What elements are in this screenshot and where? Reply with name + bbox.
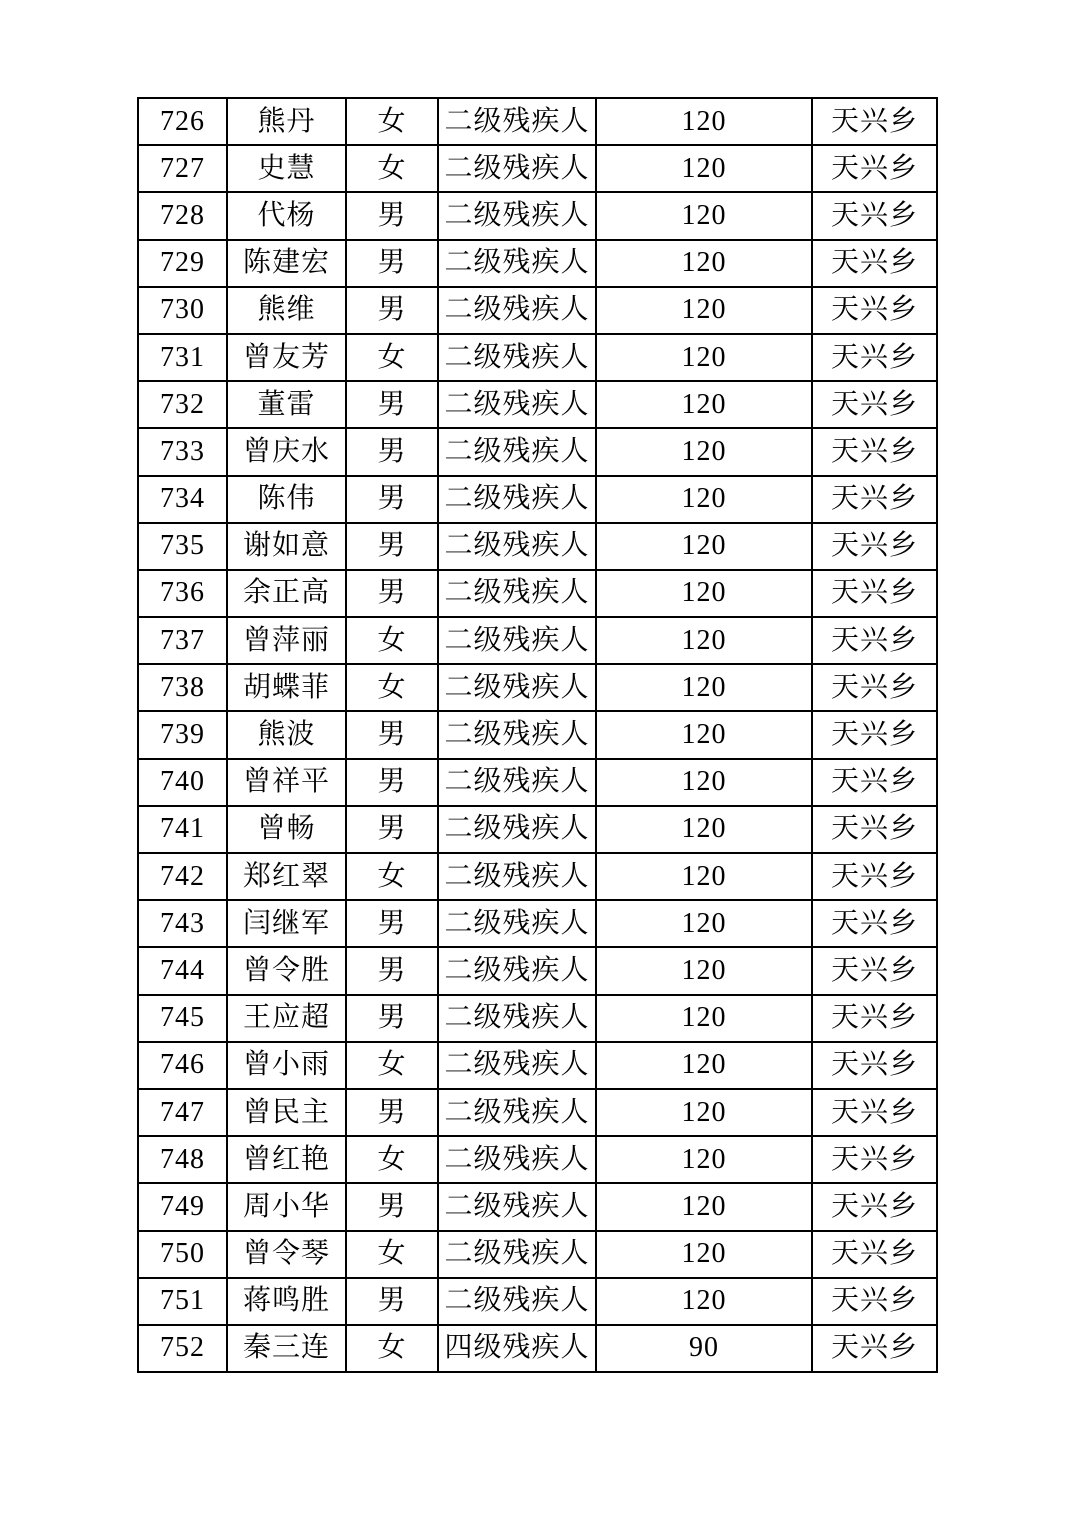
table-row bbox=[138, 1278, 937, 1325]
cell-no: 737 bbox=[138, 617, 227, 664]
cell-name: 周小华 bbox=[227, 1183, 346, 1230]
cell-township: 天兴乡 bbox=[812, 759, 937, 806]
table-row bbox=[138, 192, 937, 239]
cell-township: 天兴乡 bbox=[812, 476, 937, 523]
cell-township: 天兴乡 bbox=[812, 1042, 937, 1089]
cell-category: 二级残疾人 bbox=[438, 995, 596, 1042]
cell-township: 天兴乡 bbox=[812, 853, 937, 900]
cell-gender: 女 bbox=[346, 1136, 438, 1183]
cell-gender: 男 bbox=[346, 1089, 438, 1136]
cell-township: 天兴乡 bbox=[812, 192, 937, 239]
cell-name: 曾畅 bbox=[227, 806, 346, 853]
cell-no: 731 bbox=[138, 334, 227, 381]
cell-no: 752 bbox=[138, 1325, 227, 1372]
cell-category: 二级残疾人 bbox=[438, 240, 596, 287]
cell-township: 天兴乡 bbox=[812, 1278, 937, 1325]
cell-amount: 120 bbox=[596, 711, 812, 758]
cell-gender: 女 bbox=[346, 98, 438, 145]
cell-category: 二级残疾人 bbox=[438, 759, 596, 806]
cell-gender: 女 bbox=[346, 1231, 438, 1278]
cell-name: 蒋鸣胜 bbox=[227, 1278, 346, 1325]
cell-no: 733 bbox=[138, 428, 227, 475]
cell-category: 二级残疾人 bbox=[438, 98, 596, 145]
cell-amount: 120 bbox=[596, 1183, 812, 1230]
table-row bbox=[138, 1183, 937, 1230]
cell-township: 天兴乡 bbox=[812, 381, 937, 428]
cell-category: 二级残疾人 bbox=[438, 664, 596, 711]
table-row bbox=[138, 1231, 937, 1278]
cell-township: 天兴乡 bbox=[812, 1231, 937, 1278]
cell-no: 741 bbox=[138, 806, 227, 853]
cell-no: 742 bbox=[138, 853, 227, 900]
cell-township: 天兴乡 bbox=[812, 240, 937, 287]
cell-gender: 男 bbox=[346, 570, 438, 617]
cell-gender: 男 bbox=[346, 947, 438, 994]
cell-no: 732 bbox=[138, 381, 227, 428]
cell-name: 曾友芳 bbox=[227, 334, 346, 381]
cell-township: 天兴乡 bbox=[812, 523, 937, 570]
cell-name: 曾民主 bbox=[227, 1089, 346, 1136]
cell-gender: 女 bbox=[346, 617, 438, 664]
cell-amount: 120 bbox=[596, 617, 812, 664]
cell-name: 史慧 bbox=[227, 145, 346, 192]
cell-gender: 男 bbox=[346, 759, 438, 806]
cell-no: 751 bbox=[138, 1278, 227, 1325]
cell-category: 二级残疾人 bbox=[438, 145, 596, 192]
cell-amount: 90 bbox=[596, 1325, 812, 1372]
table-row bbox=[138, 1136, 937, 1183]
cell-gender: 男 bbox=[346, 1278, 438, 1325]
cell-category: 二级残疾人 bbox=[438, 1231, 596, 1278]
cell-no: 730 bbox=[138, 287, 227, 334]
cell-name: 代杨 bbox=[227, 192, 346, 239]
cell-no: 726 bbox=[138, 98, 227, 145]
cell-name: 曾庆水 bbox=[227, 428, 346, 475]
cell-category: 二级残疾人 bbox=[438, 1042, 596, 1089]
cell-no: 727 bbox=[138, 145, 227, 192]
cell-gender: 男 bbox=[346, 711, 438, 758]
cell-category: 二级残疾人 bbox=[438, 711, 596, 758]
table-row bbox=[138, 947, 937, 994]
cell-gender: 女 bbox=[346, 1042, 438, 1089]
cell-category: 二级残疾人 bbox=[438, 900, 596, 947]
cell-gender: 男 bbox=[346, 806, 438, 853]
cell-gender: 男 bbox=[346, 428, 438, 475]
cell-category: 二级残疾人 bbox=[438, 1183, 596, 1230]
cell-category: 二级残疾人 bbox=[438, 570, 596, 617]
cell-name: 曾萍丽 bbox=[227, 617, 346, 664]
cell-category: 二级残疾人 bbox=[438, 947, 596, 994]
cell-category: 二级残疾人 bbox=[438, 1278, 596, 1325]
table-row bbox=[138, 287, 937, 334]
cell-township: 天兴乡 bbox=[812, 711, 937, 758]
cell-name: 熊维 bbox=[227, 287, 346, 334]
cell-township: 天兴乡 bbox=[812, 1183, 937, 1230]
cell-no: 744 bbox=[138, 947, 227, 994]
table-row bbox=[138, 900, 937, 947]
cell-amount: 120 bbox=[596, 240, 812, 287]
cell-township: 天兴乡 bbox=[812, 287, 937, 334]
cell-amount: 120 bbox=[596, 853, 812, 900]
cell-category: 二级残疾人 bbox=[438, 381, 596, 428]
cell-amount: 120 bbox=[596, 947, 812, 994]
table-row bbox=[138, 523, 937, 570]
cell-gender: 男 bbox=[346, 287, 438, 334]
cell-name: 曾令琴 bbox=[227, 1231, 346, 1278]
table-row bbox=[138, 806, 937, 853]
table-row bbox=[138, 145, 937, 192]
cell-no: 746 bbox=[138, 1042, 227, 1089]
cell-amount: 120 bbox=[596, 806, 812, 853]
cell-township: 天兴乡 bbox=[812, 664, 937, 711]
cell-amount: 120 bbox=[596, 145, 812, 192]
cell-township: 天兴乡 bbox=[812, 334, 937, 381]
table-row bbox=[138, 98, 937, 145]
cell-amount: 120 bbox=[596, 476, 812, 523]
cell-name: 闫继军 bbox=[227, 900, 346, 947]
cell-category: 二级残疾人 bbox=[438, 428, 596, 475]
cell-amount: 120 bbox=[596, 759, 812, 806]
table-row bbox=[138, 428, 937, 475]
cell-amount: 120 bbox=[596, 570, 812, 617]
cell-no: 734 bbox=[138, 476, 227, 523]
cell-name: 陈建宏 bbox=[227, 240, 346, 287]
cell-amount: 120 bbox=[596, 381, 812, 428]
cell-township: 天兴乡 bbox=[812, 617, 937, 664]
cell-amount: 120 bbox=[596, 995, 812, 1042]
cell-gender: 男 bbox=[346, 523, 438, 570]
cell-category: 二级残疾人 bbox=[438, 1089, 596, 1136]
table-row bbox=[138, 476, 937, 523]
cell-no: 736 bbox=[138, 570, 227, 617]
cell-township: 天兴乡 bbox=[812, 900, 937, 947]
cell-no: 743 bbox=[138, 900, 227, 947]
cell-amount: 120 bbox=[596, 523, 812, 570]
cell-name: 郑红翠 bbox=[227, 853, 346, 900]
cell-township: 天兴乡 bbox=[812, 570, 937, 617]
cell-category: 二级残疾人 bbox=[438, 617, 596, 664]
table-row bbox=[138, 570, 937, 617]
cell-category: 二级残疾人 bbox=[438, 523, 596, 570]
cell-name: 秦三连 bbox=[227, 1325, 346, 1372]
cell-no: 750 bbox=[138, 1231, 227, 1278]
cell-gender: 男 bbox=[346, 476, 438, 523]
cell-township: 天兴乡 bbox=[812, 1325, 937, 1372]
table-row bbox=[138, 664, 937, 711]
cell-gender: 女 bbox=[346, 1325, 438, 1372]
cell-township: 天兴乡 bbox=[812, 947, 937, 994]
cell-category: 二级残疾人 bbox=[438, 1136, 596, 1183]
cell-amount: 120 bbox=[596, 98, 812, 145]
cell-name: 曾小雨 bbox=[227, 1042, 346, 1089]
cell-name: 熊波 bbox=[227, 711, 346, 758]
cell-no: 749 bbox=[138, 1183, 227, 1230]
table-row bbox=[138, 759, 937, 806]
cell-amount: 120 bbox=[596, 1089, 812, 1136]
cell-township: 天兴乡 bbox=[812, 806, 937, 853]
cell-township: 天兴乡 bbox=[812, 428, 937, 475]
cell-gender: 男 bbox=[346, 1183, 438, 1230]
cell-name: 陈伟 bbox=[227, 476, 346, 523]
cell-amount: 120 bbox=[596, 287, 812, 334]
cell-gender: 男 bbox=[346, 240, 438, 287]
cell-township: 天兴乡 bbox=[812, 98, 937, 145]
cell-gender: 女 bbox=[346, 334, 438, 381]
cell-amount: 120 bbox=[596, 192, 812, 239]
table-row bbox=[138, 334, 937, 381]
table-row bbox=[138, 240, 937, 287]
cell-no: 738 bbox=[138, 664, 227, 711]
cell-no: 745 bbox=[138, 995, 227, 1042]
cell-category: 二级残疾人 bbox=[438, 192, 596, 239]
table-row bbox=[138, 995, 937, 1042]
table-row bbox=[138, 711, 937, 758]
cell-amount: 120 bbox=[596, 428, 812, 475]
cell-no: 747 bbox=[138, 1089, 227, 1136]
cell-amount: 120 bbox=[596, 664, 812, 711]
cell-no: 739 bbox=[138, 711, 227, 758]
table-row bbox=[138, 617, 937, 664]
cell-amount: 120 bbox=[596, 1042, 812, 1089]
cell-category: 二级残疾人 bbox=[438, 287, 596, 334]
table-row bbox=[138, 1325, 937, 1372]
cell-no: 729 bbox=[138, 240, 227, 287]
cell-no: 740 bbox=[138, 759, 227, 806]
cell-category: 四级残疾人 bbox=[438, 1325, 596, 1372]
cell-gender: 女 bbox=[346, 664, 438, 711]
cell-gender: 男 bbox=[346, 900, 438, 947]
cell-name: 曾令胜 bbox=[227, 947, 346, 994]
cell-township: 天兴乡 bbox=[812, 1089, 937, 1136]
cell-gender: 男 bbox=[346, 381, 438, 428]
cell-township: 天兴乡 bbox=[812, 995, 937, 1042]
cell-no: 728 bbox=[138, 192, 227, 239]
cell-name: 董雷 bbox=[227, 381, 346, 428]
cell-amount: 120 bbox=[596, 900, 812, 947]
cell-gender: 男 bbox=[346, 995, 438, 1042]
cell-amount: 120 bbox=[596, 334, 812, 381]
cell-amount: 120 bbox=[596, 1231, 812, 1278]
cell-category: 二级残疾人 bbox=[438, 334, 596, 381]
cell-amount: 120 bbox=[596, 1136, 812, 1183]
cell-no: 735 bbox=[138, 523, 227, 570]
cell-township: 天兴乡 bbox=[812, 1136, 937, 1183]
cell-name: 曾红艳 bbox=[227, 1136, 346, 1183]
cell-township: 天兴乡 bbox=[812, 145, 937, 192]
cell-name: 熊丹 bbox=[227, 98, 346, 145]
table-row bbox=[138, 1042, 937, 1089]
table-row bbox=[138, 381, 937, 428]
subsidy-table-body bbox=[138, 98, 937, 1372]
cell-amount: 120 bbox=[596, 1278, 812, 1325]
table-row bbox=[138, 1089, 937, 1136]
cell-name: 王应超 bbox=[227, 995, 346, 1042]
cell-no: 748 bbox=[138, 1136, 227, 1183]
cell-category: 二级残疾人 bbox=[438, 476, 596, 523]
table-row bbox=[138, 853, 937, 900]
cell-category: 二级残疾人 bbox=[438, 806, 596, 853]
cell-gender: 女 bbox=[346, 853, 438, 900]
cell-gender: 男 bbox=[346, 192, 438, 239]
cell-name: 曾祥平 bbox=[227, 759, 346, 806]
cell-name: 胡蝶菲 bbox=[227, 664, 346, 711]
cell-name: 余正高 bbox=[227, 570, 346, 617]
cell-category: 二级残疾人 bbox=[438, 853, 596, 900]
subsidy-table bbox=[137, 97, 938, 1373]
cell-name: 谢如意 bbox=[227, 523, 346, 570]
cell-gender: 女 bbox=[346, 145, 438, 192]
